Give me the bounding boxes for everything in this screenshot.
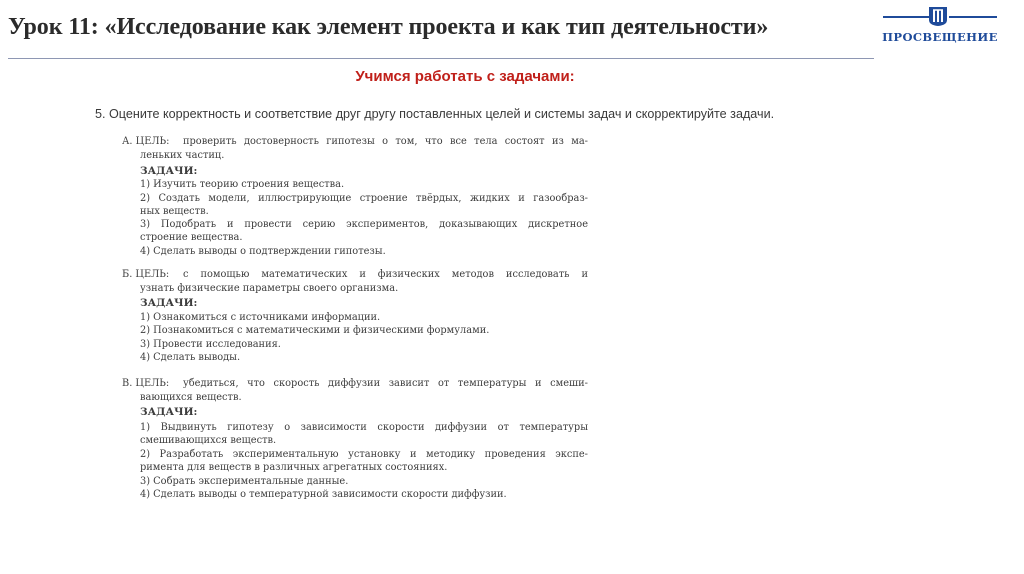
logo-line-left [883, 16, 929, 18]
goal-label: А. ЦЕЛЬ: [122, 136, 170, 147]
logo-emblem-icon [928, 5, 948, 27]
slide-title: Урок 11: «Исследование как элемент проекта и как тип деятельности» [8, 14, 769, 40]
task-item: смешивающихся веществ. [140, 435, 277, 446]
task-item: ных веществ. [140, 206, 209, 217]
tasks-header: ЗАДАЧИ: [140, 297, 198, 309]
goal-label: В. ЦЕЛЬ: [122, 378, 170, 389]
logo-line-right [949, 16, 997, 18]
task-item: 2) Познакомиться с математическими и физическими формулами. [140, 325, 490, 336]
goal-text: убедиться, что скорость диффузии зависит от температуры и смеши- [183, 378, 588, 389]
goal-text: с помощью математических и физических методов исследовать и [183, 269, 588, 280]
goal-text: узнать физические параметры своего организма. [140, 283, 399, 294]
task-item: римента для веществ в различных агрегатных состояниях. [140, 462, 448, 473]
task-item: 4) Сделать выводы. [140, 352, 241, 363]
task-item: 3) Подобрать и провести серию экспериментов, доказывающих дискретное [140, 219, 588, 230]
task-item: 3) Собрать экспериментальные данные. [140, 476, 349, 487]
task-item: 2) Разработать экспериментальную установку и методику проведения экспе- [140, 449, 588, 460]
task-item: строение вещества. [140, 232, 243, 243]
title-divider [8, 58, 874, 59]
goal-text: леньких частиц. [140, 150, 225, 161]
task-question: 5. Оцените корректность и соответствие друг другу поставленных целей и системы задач и скорректируйте задачи. [95, 107, 775, 121]
prosveshchenie-logo [877, 5, 1001, 49]
tasks-header: ЗАДАЧИ: [140, 406, 198, 418]
goal-label: Б. ЦЕЛЬ: [122, 269, 170, 280]
goal-text: проверить достоверность гипотезы о том, что все тела состоят из ма- [183, 136, 588, 147]
tasks-header: ЗАДАЧИ: [140, 165, 198, 177]
slide-subtitle: Учимся работать с задачами: [355, 68, 575, 85]
goal-text: вающихся веществ. [140, 392, 242, 403]
task-item: 2) Создать модели, иллюстрирующие строение твёрдых, жидких и газообраз- [140, 193, 588, 204]
task-item: 1) Ознакомиться с источниками информации. [140, 312, 381, 323]
task-item: 4) Сделать выводы о подтверждении гипотезы. [140, 246, 386, 257]
task-item: 4) Сделать выводы о температурной зависимости скорости диффузии. [140, 489, 507, 500]
logo-text: ПРОСВЕЩЕНИЕ [882, 30, 998, 44]
task-item: 1) Изучить теорию строения вещества. [140, 179, 345, 190]
task-item: 1) Выдвинуть гипотезу о зависимости скорости диффузии от температуры [140, 422, 588, 433]
task-item: 3) Провести исследования. [140, 339, 281, 350]
